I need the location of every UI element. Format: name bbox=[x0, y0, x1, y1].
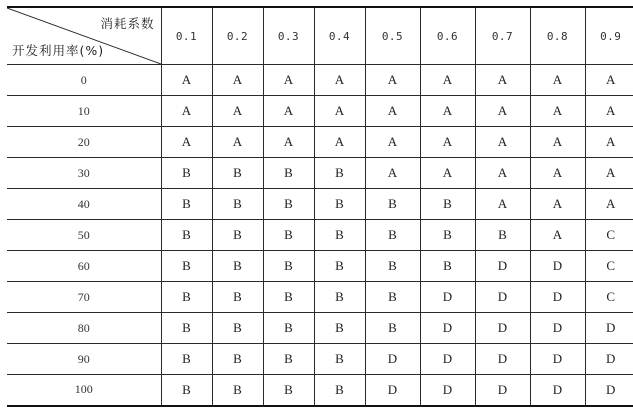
grade-cell: B bbox=[475, 220, 530, 251]
row-header-utilization: 90 bbox=[7, 344, 161, 375]
grade-cell: B bbox=[263, 313, 314, 344]
grade-cell: B bbox=[420, 251, 475, 282]
row-header-utilization: 80 bbox=[7, 313, 161, 344]
column-header: 0.6 bbox=[420, 7, 475, 65]
grade-cell: D bbox=[365, 375, 420, 406]
corner-header-cell bbox=[7, 7, 161, 65]
grade-cell: B bbox=[263, 220, 314, 251]
table-row bbox=[7, 344, 633, 375]
grade-cell: D bbox=[530, 282, 585, 313]
grade-cell: A bbox=[263, 96, 314, 127]
column-header: 0.8 bbox=[530, 7, 585, 65]
grade-cell: D bbox=[365, 344, 420, 375]
grade-cell: B bbox=[161, 282, 212, 313]
grade-cell: A bbox=[585, 158, 633, 189]
grade-cell: A bbox=[314, 65, 365, 96]
grade-cell: B bbox=[161, 189, 212, 220]
table-row bbox=[7, 282, 633, 313]
grade-cell: A bbox=[365, 96, 420, 127]
grade-cell: B bbox=[212, 282, 263, 313]
grade-cell: A bbox=[585, 65, 633, 96]
column-header: 0.7 bbox=[475, 7, 530, 65]
grade-cell: A bbox=[475, 189, 530, 220]
table-row bbox=[7, 65, 633, 96]
grade-cell: A bbox=[263, 65, 314, 96]
grade-cell: A bbox=[475, 158, 530, 189]
grade-cell: A bbox=[475, 96, 530, 127]
grade-cell: B bbox=[314, 158, 365, 189]
grade-cell: A bbox=[530, 189, 585, 220]
table-row bbox=[7, 220, 633, 251]
grade-cell: B bbox=[212, 344, 263, 375]
table-row bbox=[7, 96, 633, 127]
grade-cell: A bbox=[314, 96, 365, 127]
grade-cell: A bbox=[585, 127, 633, 158]
grade-cell: D bbox=[585, 375, 633, 406]
grade-cell: D bbox=[475, 344, 530, 375]
grade-cell: D bbox=[420, 313, 475, 344]
grade-cell: A bbox=[365, 127, 420, 158]
table-row bbox=[7, 189, 633, 220]
grade-cell: B bbox=[263, 344, 314, 375]
grade-cell: B bbox=[212, 189, 263, 220]
grade-cell: B bbox=[365, 282, 420, 313]
evaluation-table-container bbox=[7, 6, 627, 407]
grade-cell: A bbox=[314, 127, 365, 158]
table-row bbox=[7, 251, 633, 282]
header-row bbox=[7, 7, 633, 65]
grade-cell: A bbox=[475, 65, 530, 96]
grade-cell: B bbox=[263, 251, 314, 282]
column-header: 0.2 bbox=[212, 7, 263, 65]
grade-cell: B bbox=[314, 282, 365, 313]
grade-cell: B bbox=[314, 344, 365, 375]
grade-cell: B bbox=[263, 282, 314, 313]
grade-cell: B bbox=[263, 375, 314, 406]
column-header: 0.9 bbox=[585, 7, 633, 65]
grade-cell: C bbox=[585, 220, 633, 251]
evaluation-grade-table bbox=[7, 6, 633, 407]
column-header: 0.4 bbox=[314, 7, 365, 65]
row-header-utilization: 40 bbox=[7, 189, 161, 220]
grade-cell: A bbox=[212, 96, 263, 127]
row-header-utilization: 0 bbox=[7, 65, 161, 96]
table-row bbox=[7, 158, 633, 189]
grade-cell: B bbox=[314, 220, 365, 251]
grade-cell: D bbox=[475, 375, 530, 406]
row-header-utilization: 100 bbox=[7, 375, 161, 406]
grade-cell: B bbox=[314, 189, 365, 220]
grade-cell: A bbox=[530, 127, 585, 158]
grade-cell: A bbox=[420, 158, 475, 189]
grade-cell: B bbox=[263, 158, 314, 189]
grade-cell: A bbox=[585, 189, 633, 220]
grade-cell: D bbox=[420, 344, 475, 375]
grade-cell: A bbox=[161, 127, 212, 158]
grade-cell: A bbox=[585, 96, 633, 127]
grade-cell: D bbox=[420, 282, 475, 313]
grade-cell: B bbox=[212, 158, 263, 189]
grade-cell: A bbox=[530, 158, 585, 189]
column-header: 0.5 bbox=[365, 7, 420, 65]
grade-cell: B bbox=[420, 220, 475, 251]
row-header-utilization: 60 bbox=[7, 251, 161, 282]
column-header: 0.3 bbox=[263, 7, 314, 65]
row-header-utilization: 30 bbox=[7, 158, 161, 189]
grade-cell: B bbox=[161, 251, 212, 282]
grade-cell: B bbox=[212, 313, 263, 344]
grade-cell: B bbox=[161, 313, 212, 344]
grade-cell: D bbox=[585, 313, 633, 344]
table-row bbox=[7, 313, 633, 344]
grade-cell: D bbox=[530, 251, 585, 282]
grade-cell: B bbox=[314, 375, 365, 406]
grade-cell: B bbox=[314, 251, 365, 282]
grade-cell: B bbox=[161, 220, 212, 251]
grade-cell: B bbox=[212, 220, 263, 251]
grade-cell: B bbox=[365, 313, 420, 344]
grade-cell: D bbox=[475, 282, 530, 313]
row-header-utilization: 50 bbox=[7, 220, 161, 251]
grade-cell: B bbox=[365, 189, 420, 220]
grade-cell: C bbox=[585, 251, 633, 282]
grade-cell: A bbox=[365, 158, 420, 189]
grade-cell: B bbox=[365, 220, 420, 251]
grade-cell: B bbox=[314, 313, 365, 344]
grade-cell: C bbox=[585, 282, 633, 313]
grade-cell: A bbox=[263, 127, 314, 158]
grade-cell: B bbox=[263, 189, 314, 220]
grade-cell: A bbox=[530, 65, 585, 96]
grade-cell: A bbox=[530, 220, 585, 251]
grade-cell: B bbox=[212, 251, 263, 282]
row-header-utilization: 10 bbox=[7, 96, 161, 127]
grade-cell: B bbox=[161, 344, 212, 375]
grade-cell: D bbox=[475, 251, 530, 282]
grade-cell: A bbox=[161, 65, 212, 96]
grade-cell: B bbox=[420, 189, 475, 220]
grade-cell: B bbox=[161, 158, 212, 189]
row-header-utilization: 20 bbox=[7, 127, 161, 158]
grade-cell: D bbox=[530, 375, 585, 406]
row-header-utilization: 70 bbox=[7, 282, 161, 313]
column-axis-label: 消耗系数 bbox=[100, 16, 155, 31]
grade-cell: A bbox=[420, 96, 475, 127]
table-body bbox=[7, 65, 633, 406]
grade-cell: A bbox=[420, 127, 475, 158]
grade-cell: D bbox=[585, 344, 633, 375]
grade-cell: A bbox=[212, 65, 263, 96]
grade-cell: B bbox=[212, 375, 263, 406]
grade-cell: B bbox=[365, 251, 420, 282]
grade-cell: A bbox=[420, 65, 475, 96]
grade-cell: A bbox=[365, 65, 420, 96]
grade-cell: D bbox=[475, 313, 530, 344]
row-axis-label: 开发利用率(%) bbox=[12, 43, 105, 58]
column-header: 0.1 bbox=[161, 7, 212, 65]
grade-cell: A bbox=[475, 127, 530, 158]
grade-cell: A bbox=[212, 127, 263, 158]
grade-cell: D bbox=[530, 344, 585, 375]
grade-cell: A bbox=[161, 96, 212, 127]
grade-cell: D bbox=[530, 313, 585, 344]
table-row bbox=[7, 375, 633, 406]
grade-cell: A bbox=[530, 96, 585, 127]
grade-cell: B bbox=[161, 375, 212, 406]
table-row bbox=[7, 127, 633, 158]
grade-cell: D bbox=[420, 375, 475, 406]
